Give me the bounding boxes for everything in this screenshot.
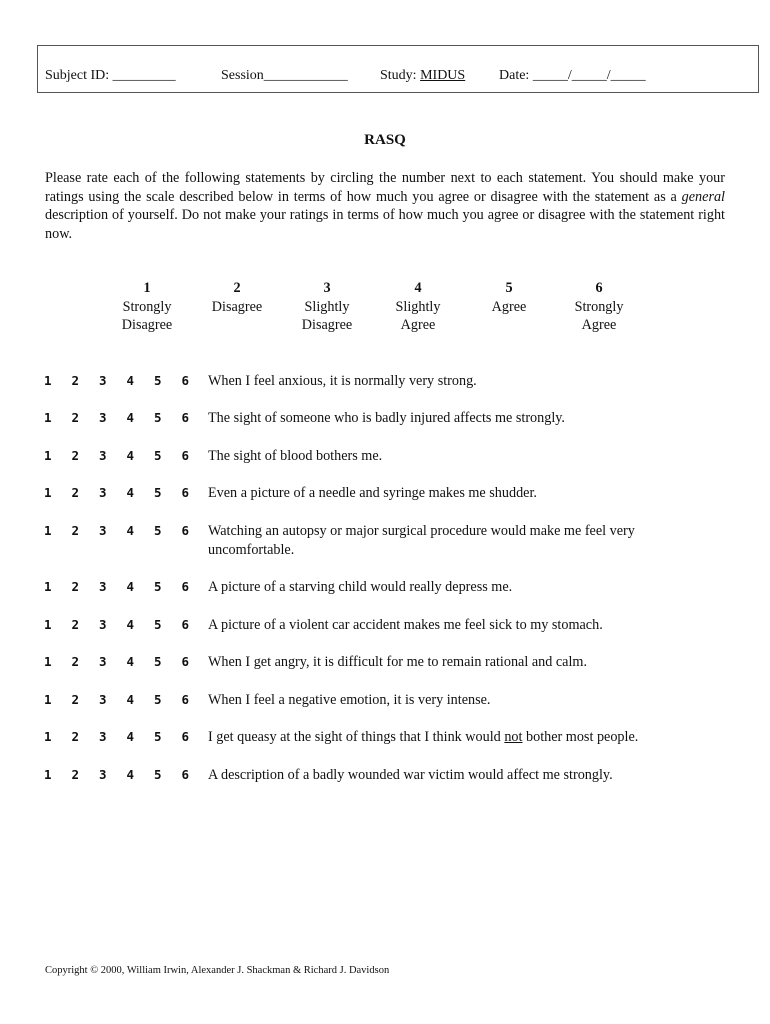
statement-text (208, 372, 678, 391)
scale-item-3 (282, 279, 372, 335)
rating-option-6[interactable]: 6 (181, 767, 190, 782)
rating-option-4[interactable]: 4 (126, 729, 135, 744)
rating-option-2[interactable]: 2 (71, 448, 80, 463)
rating-options (44, 523, 209, 539)
rating-option-5[interactable]: 5 (154, 579, 162, 594)
rating-option-1[interactable]: 1 (44, 729, 52, 744)
statement-text-main: A picture of a starving child would really depress me. (208, 579, 513, 595)
statement-text-main: Watching an autopsy or major surgical procedure would make me feel very uncomfortable. (208, 523, 635, 558)
subject-id-label: Subject ID: (45, 68, 110, 83)
scale-label: Strongly Agree (574, 298, 624, 333)
statement-row (0, 522, 770, 562)
rating-option-3[interactable]: 3 (99, 373, 107, 388)
rating-option-5[interactable]: 5 (154, 692, 162, 707)
rating-option-4[interactable]: 4 (126, 654, 135, 669)
rating-option-6[interactable]: 6 (181, 617, 190, 632)
statement-row (0, 653, 770, 693)
statement-text (208, 728, 678, 747)
statement-text-main: When I get angry, it is difficult for me to remain rational and calm. (208, 654, 587, 670)
rating-option-3[interactable]: 3 (99, 410, 107, 425)
rating-option-1[interactable]: 1 (44, 523, 52, 538)
scale-item-6 (554, 279, 644, 335)
rating-option-1[interactable]: 1 (44, 767, 52, 782)
rating-options (44, 579, 209, 595)
rating-options (44, 767, 209, 783)
rating-option-3[interactable]: 3 (99, 767, 107, 782)
rating-option-5[interactable]: 5 (154, 410, 162, 425)
header-box (37, 45, 759, 93)
scale-item-2 (192, 279, 282, 316)
rating-options (44, 617, 209, 633)
rating-option-6[interactable]: 6 (181, 410, 190, 425)
session-blank[interactable]: ____________ (263, 68, 348, 83)
statement-emphasis: not (504, 729, 523, 745)
statement-text-main: Even a picture of a needle and syringe makes me shudder. (208, 485, 537, 501)
rating-options (44, 729, 209, 745)
date-label: Date: (499, 68, 530, 83)
rating-option-5[interactable]: 5 (154, 448, 162, 463)
rating-option-1[interactable]: 1 (44, 485, 52, 500)
statement-text (208, 447, 678, 466)
rating-option-3[interactable]: 3 (99, 485, 107, 500)
scale-number: 5 (505, 280, 513, 296)
rating-option-4[interactable]: 4 (126, 448, 135, 463)
rating-option-4[interactable]: 4 (126, 485, 135, 500)
instructions-part2: description of yourself. Do not make your ratings in terms of how much you agree or disagree with the statement right now. (45, 207, 725, 242)
statement-row (0, 766, 770, 806)
rating-option-6[interactable]: 6 (181, 523, 190, 538)
rating-options (44, 692, 209, 708)
rating-option-6[interactable]: 6 (181, 692, 190, 707)
instructions-part1: Please rate each of the following statements by circling the number next to each statement. You should make your ratings using the scale described below in terms of how much you agree or disagree with the statement as a (45, 170, 725, 205)
statement-text-main: When I feel anxious, it is normally very strong. (208, 373, 477, 389)
rating-option-6[interactable]: 6 (181, 579, 190, 594)
session-field[interactable] (221, 68, 348, 84)
instructions-emphasis: general (681, 188, 725, 205)
scale-item-5 (464, 279, 554, 316)
scale-label: Agree (491, 298, 527, 315)
study-value: MIDUS (420, 68, 466, 83)
scale-number: 1 (143, 280, 151, 296)
date-field[interactable] (499, 68, 646, 84)
statement-text (208, 653, 678, 672)
statement-text (208, 522, 678, 559)
rating-option-2[interactable]: 2 (71, 654, 80, 669)
rating-option-5[interactable]: 5 (154, 373, 162, 388)
subject-id-blank[interactable]: _________ (112, 68, 176, 83)
rating-option-5[interactable]: 5 (154, 485, 162, 500)
rating-option-2[interactable]: 2 (71, 523, 80, 538)
statement-row (0, 372, 770, 412)
statement-row (0, 691, 770, 731)
scale-label: Strongly Disagree (121, 298, 173, 333)
rating-option-3[interactable]: 3 (99, 692, 107, 707)
rating-option-4[interactable]: 4 (126, 692, 135, 707)
rating-option-1[interactable]: 1 (44, 410, 52, 425)
copyright-notice: Copyright © 2000, William Irwin, Alexander J. Shackman & Richard J. Davidson (45, 965, 390, 976)
rating-option-2[interactable]: 2 (71, 579, 80, 594)
statement-text-main: A description of a badly wounded war victim would affect me strongly. (208, 767, 613, 783)
scale-number: 6 (595, 280, 603, 296)
scale-label: Slightly Disagree (301, 298, 353, 333)
study-field (380, 68, 465, 84)
rating-option-1[interactable]: 1 (44, 617, 52, 632)
rating-option-3[interactable]: 3 (99, 579, 107, 594)
rating-option-4[interactable]: 4 (126, 373, 135, 388)
rating-option-3[interactable]: 3 (99, 729, 107, 744)
statement-text (208, 484, 678, 503)
rating-option-1[interactable]: 1 (44, 373, 52, 388)
statement-row (0, 578, 770, 618)
rating-option-4[interactable]: 4 (126, 579, 135, 594)
rating-option-4[interactable]: 4 (126, 767, 135, 782)
rating-options (44, 448, 209, 464)
rating-option-5[interactable]: 5 (154, 617, 162, 632)
statement-row (0, 484, 770, 524)
rating-option-3[interactable]: 3 (99, 617, 107, 632)
statement-text (208, 409, 678, 428)
statement-text (208, 766, 678, 785)
statement-text (208, 578, 678, 597)
statement-text-main: When I feel a negative emotion, it is very intense. (208, 692, 491, 708)
rating-option-6[interactable]: 6 (181, 729, 190, 744)
study-label: Study: (380, 68, 417, 83)
scale-label: Disagree (211, 298, 263, 315)
page-title: RASQ (364, 132, 406, 148)
scale-item-4 (373, 279, 463, 335)
rating-option-4[interactable]: 4 (126, 523, 135, 538)
rating-options (44, 410, 209, 426)
rating-option-1[interactable]: 1 (44, 579, 52, 594)
rating-option-6[interactable]: 6 (181, 373, 190, 388)
rating-options (44, 485, 209, 501)
statement-text-end: bother most people. (522, 729, 639, 745)
rating-option-6[interactable]: 6 (181, 448, 190, 463)
scale-item-1 (102, 279, 192, 335)
rating-option-2[interactable]: 2 (71, 729, 80, 744)
statement-row (0, 616, 770, 656)
statement-text-main: A picture of a violent car accident makes me feel sick to my stomach. (208, 617, 603, 633)
statement-row (0, 447, 770, 487)
rating-option-5[interactable]: 5 (154, 523, 162, 538)
rating-option-6[interactable]: 6 (181, 485, 190, 500)
rating-option-1[interactable]: 1 (44, 448, 52, 463)
rating-option-5[interactable]: 5 (154, 729, 162, 744)
rating-option-5[interactable]: 5 (154, 767, 162, 782)
rating-option-5[interactable]: 5 (154, 654, 162, 669)
scale-number: 2 (233, 280, 241, 296)
rating-option-6[interactable]: 6 (181, 654, 190, 669)
scale-label: Slightly Agree (395, 298, 441, 333)
rating-option-3[interactable]: 3 (99, 523, 107, 538)
rating-option-4[interactable]: 4 (126, 410, 135, 425)
rating-option-2[interactable]: 2 (71, 373, 80, 388)
scale-number: 3 (323, 280, 331, 296)
rating-option-2[interactable]: 2 (71, 410, 80, 425)
statement-row (0, 728, 770, 768)
rating-option-2[interactable]: 2 (71, 692, 80, 707)
session-label: Session (221, 68, 264, 83)
rating-option-4[interactable]: 4 (126, 617, 135, 632)
rating-option-2[interactable]: 2 (71, 767, 80, 782)
rating-options (44, 654, 209, 670)
rating-option-1[interactable]: 1 (44, 692, 52, 707)
statement-text-main: The sight of someone who is badly injured affects me strongly. (208, 410, 565, 426)
rating-options (44, 373, 209, 389)
rating-option-3[interactable]: 3 (99, 448, 107, 463)
rating-option-2[interactable]: 2 (71, 485, 80, 500)
statement-text (208, 691, 678, 710)
statement-text-main: I get queasy at the sight of things that I think would (208, 729, 505, 745)
statement-text-main: The sight of blood bothers me. (208, 448, 383, 464)
statement-row (0, 409, 770, 449)
subject-id-field[interactable] (45, 68, 176, 84)
rating-option-2[interactable]: 2 (71, 617, 80, 632)
rating-option-3[interactable]: 3 (99, 654, 107, 669)
date-blank[interactable]: _____/_____/_____ (532, 68, 646, 83)
instructions (45, 169, 725, 243)
statement-text (208, 616, 678, 635)
scale-number: 4 (414, 280, 422, 296)
rating-option-1[interactable]: 1 (44, 654, 52, 669)
